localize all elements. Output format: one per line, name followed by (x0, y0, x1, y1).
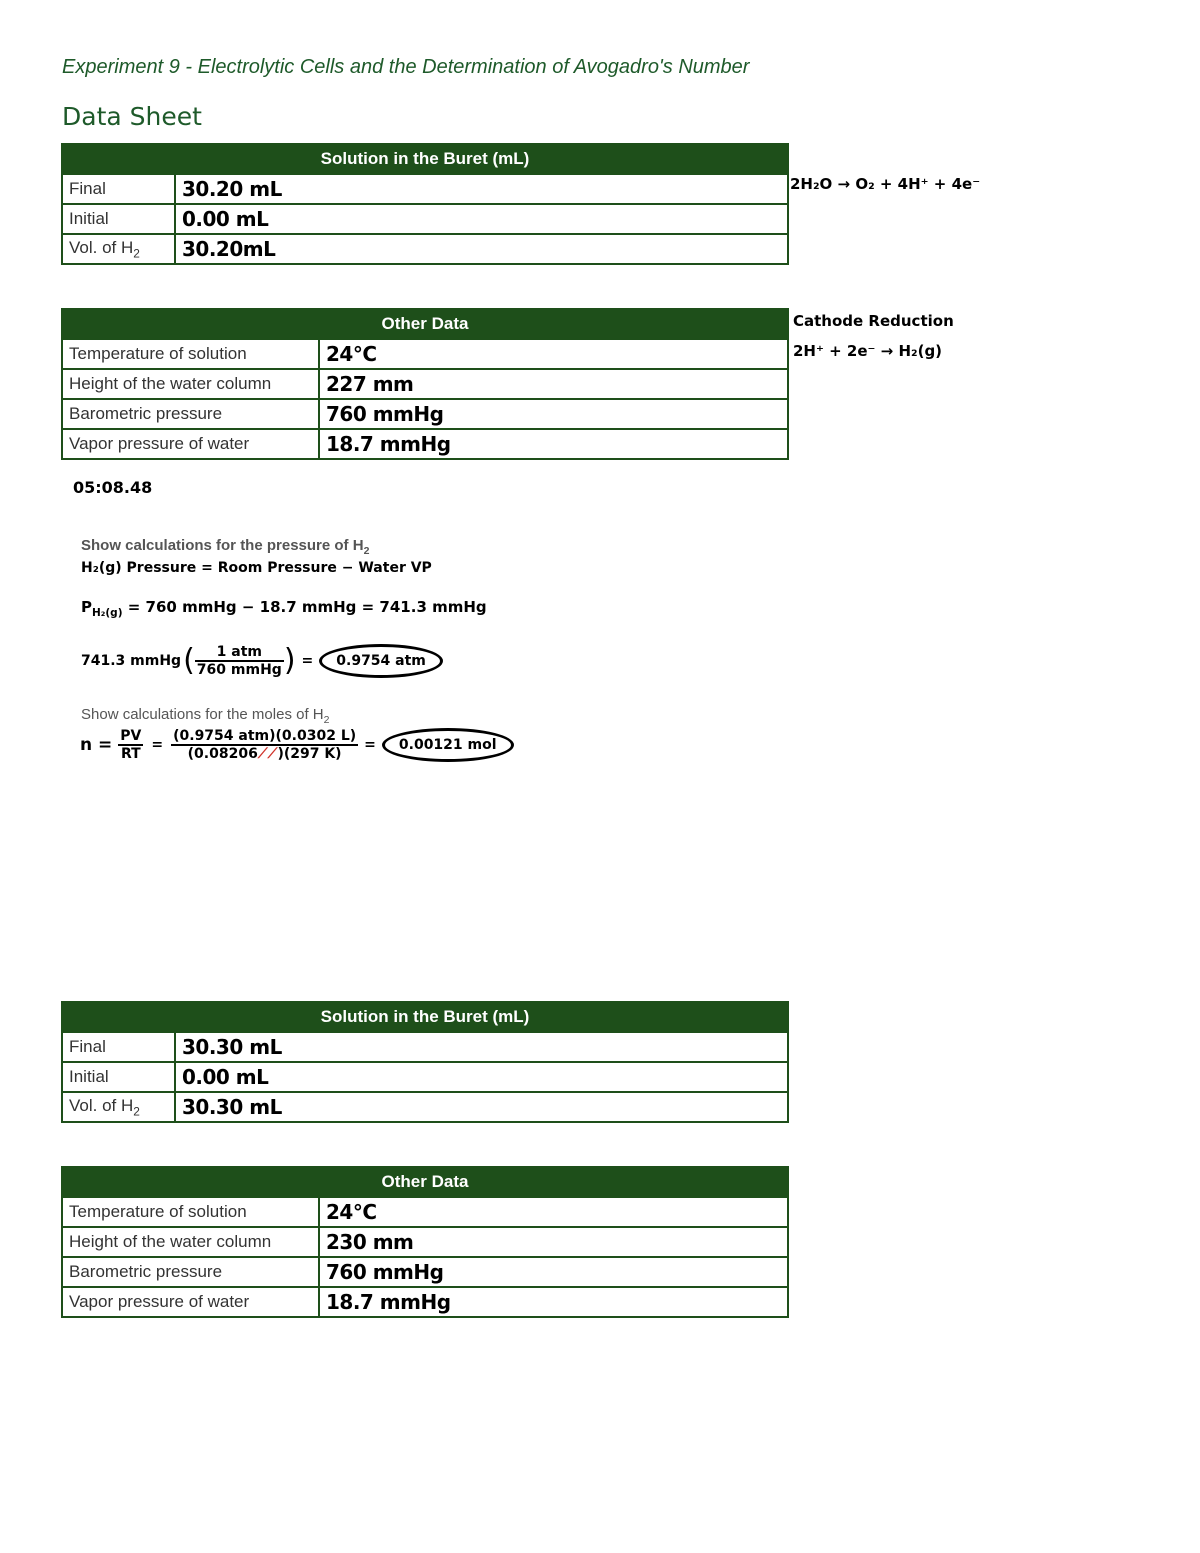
buret-table-heading: Solution in the Buret (mL) (62, 1002, 788, 1032)
table-row (62, 1227, 788, 1257)
anode-reaction-note: 2H₂O → O₂ + 4H⁺ + 4e⁻ (790, 175, 981, 193)
table-row (62, 429, 788, 459)
value-barometric[interactable]: 760 mmHg (319, 399, 788, 429)
row-label-temperature: Temperature of solution (62, 1197, 319, 1227)
table-row (62, 1032, 788, 1062)
pressure-calc-line-1: H₂(g) Pressure = Room Pressure − Water VP (81, 560, 432, 576)
value-vol-h2[interactable]: 30.30 mL (175, 1092, 788, 1122)
pressure-calc-line-2: $P_{H_2(g)} = 760$ mmHg − 18.7 mmHg = 741.3 mmHg (81, 598, 487, 619)
table-row (62, 1257, 788, 1287)
value-vapor-pressure[interactable]: 18.7 mmHg (319, 1287, 788, 1317)
row-label-water-column: Height of the water column (62, 369, 319, 399)
page-title: Experiment 9 - Electrolytic Cells and the Determination of Avogadro's Number (62, 56, 750, 78)
data-sheet-heading: Data Sheet (62, 102, 202, 131)
row-label-final: Final (62, 1032, 175, 1062)
value-temperature[interactable]: 24°C (319, 339, 788, 369)
pressure-conversion: 741.3 mmHg ( $\frac{\text{1 atm}}{\text{760 mmHg}}$ ) = 0.9754 atm (81, 643, 443, 678)
moles-calculation: n = $\frac{PV}{RT}$ = $\frac{\text{(0.9754 atm)(0.0302 L)}}{(0.08206⟋⟋)(297 K)}$ = 0.00121 mol (80, 728, 514, 762)
row-label-vol-h2: Vol. of $H_2$ (62, 234, 175, 264)
other-data-table-trial-1 (61, 308, 789, 460)
row-label-initial: Initial (62, 204, 175, 234)
row-label-initial: Initial (62, 1062, 175, 1092)
value-water-column[interactable]: 227 mm (319, 369, 788, 399)
table-row (62, 399, 788, 429)
timer-note: 05:08.48 (73, 478, 153, 497)
row-label-vol-h2: Vol. of $H_2$ (62, 1092, 175, 1122)
other-data-heading: Other Data (62, 309, 788, 339)
row-label-vapor-pressure: Vapor pressure of water (62, 429, 319, 459)
cathode-title-note: Cathode Reduction (793, 312, 954, 330)
value-water-column[interactable]: 230 mm (319, 1227, 788, 1257)
other-data-heading: Other Data (62, 1167, 788, 1197)
table-row (62, 234, 788, 264)
table-row (62, 174, 788, 204)
moles-calc-label: Show calculations for the moles of $H_2$ (81, 706, 330, 726)
cathode-reaction-note: 2H⁺ + 2e⁻ → H₂(g) (793, 342, 943, 360)
table-row (62, 204, 788, 234)
value-vol-h2[interactable]: 30.20mL (175, 234, 788, 264)
value-temperature[interactable]: 24°C (319, 1197, 788, 1227)
table-row (62, 1197, 788, 1227)
value-initial[interactable]: 0.00 mL (175, 204, 788, 234)
row-label-barometric: Barometric pressure (62, 399, 319, 429)
conversion-fraction: $\frac{\text{1 atm}}{\text{760 mmHg}}$ (196, 643, 282, 678)
row-label-water-column: Height of the water column (62, 1227, 319, 1257)
pv-over-rt: $\frac{PV}{RT}$ (120, 728, 142, 762)
buret-table-trial-2 (61, 1001, 789, 1123)
pressure-result: 0.9754 atm (319, 644, 443, 678)
moles-result: 0.00121 mol (382, 728, 514, 762)
buret-table-trial-1 (61, 143, 789, 265)
moles-fraction: $\frac{\text{(0.9754 atm)(0.0302 L)}}{(0.08206⟋⟋)(297 K)}$ (173, 728, 357, 762)
other-data-table-trial-2 (61, 1166, 789, 1318)
buret-table-heading: Solution in the Buret (mL) (62, 144, 788, 174)
value-initial[interactable]: 0.00 mL (175, 1062, 788, 1092)
table-row (62, 339, 788, 369)
table-row (62, 369, 788, 399)
row-label-barometric: Barometric pressure (62, 1257, 319, 1287)
value-final[interactable]: 30.30 mL (175, 1032, 788, 1062)
table-row (62, 1062, 788, 1092)
value-barometric[interactable]: 760 mmHg (319, 1257, 788, 1287)
table-row (62, 1287, 788, 1317)
value-vapor-pressure[interactable]: 18.7 mmHg (319, 429, 788, 459)
pressure-calc-label: Show calculations for the pressure of $H_2$ (81, 537, 370, 557)
table-row (62, 1092, 788, 1122)
row-label-temperature: Temperature of solution (62, 339, 319, 369)
value-final[interactable]: 30.20 mL (175, 174, 788, 204)
row-label-final: Final (62, 174, 175, 204)
row-label-vapor-pressure: Vapor pressure of water (62, 1287, 319, 1317)
